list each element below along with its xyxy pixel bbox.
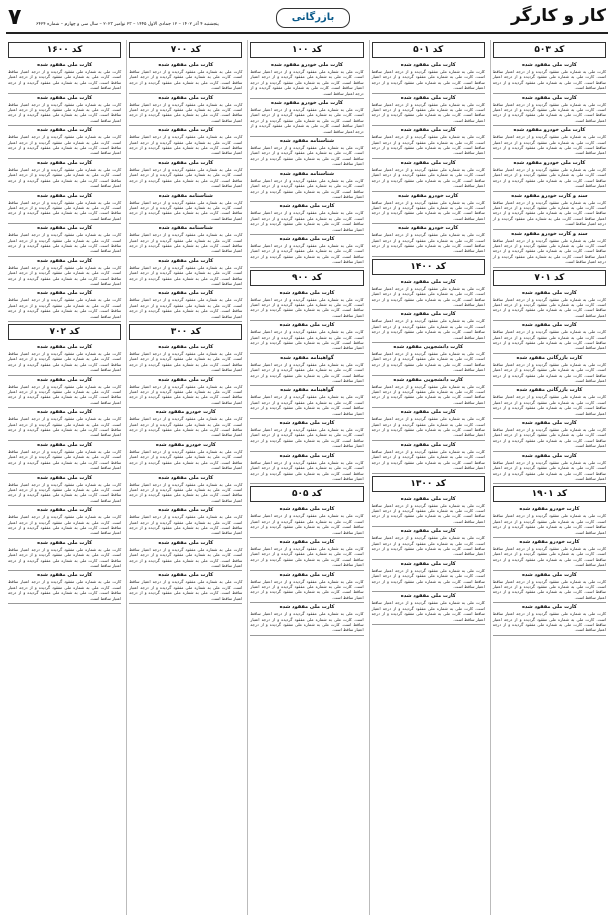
classified-ad bbox=[129, 192, 242, 225]
ad-title: سند و کارت خودرو مفقود شده bbox=[511, 230, 588, 237]
classified-ad bbox=[493, 192, 606, 230]
classified-ad bbox=[372, 278, 485, 311]
ad-body: کارت ملی به شماره ملی مفقود گردیده و از درجه اعتبار ساقط است. کارت ملی به شماره ملی مفقود گردیده و از درجه اعتبار ساقط است. کارت ملی به شماره ملی مفقود گردیده و از درجه اعتبار ساقط است. bbox=[129, 166, 243, 189]
ad-body: کارت ملی به شماره ملی مفقود گردیده و از درجه اعتبار ساقط است. کارت ملی به شماره ملی مفقود گردیده و از درجه اعتبار ساقط است. کارت ملی به شماره ملی مفقود گردیده و از درجه اعتبار ساقط است. bbox=[492, 513, 606, 535]
classified-ad bbox=[372, 560, 485, 593]
ad-body: کارت ملی به شماره ملی مفقود گردیده و از درجه اعتبار ساقط است. کارت ملی به شماره ملی مفقود گردیده و از درجه اعتبار ساقط است. کارت ملی به شماره ملی مفقود گردیده و از درجه اعتبار ساقط است. bbox=[250, 545, 364, 568]
ad-body: کارت ملی به شماره ملی مفقود گردیده و از درجه اعتبار ساقط است. کارت ملی به شماره ملی مفقود گردیده و از درجه اعتبار ساقط است. کارت ملی به شماره ملی مفقود گردیده و از درجه اعتبار ساقط است. bbox=[492, 459, 606, 481]
classified-ad bbox=[372, 408, 485, 441]
ad-title: کارت ملی مفقود شده bbox=[37, 225, 93, 232]
ad-body: کارت ملی به شماره ملی مفقود گردیده و از درجه اعتبار ساقط است. کارت ملی به شماره ملی مفقود گردیده و از درجه اعتبار ساقط است. کارت ملی به شماره ملی مفقود گردیده و از درجه اعتبار ساقط است. bbox=[129, 351, 243, 373]
ad-title: کارت ملی مفقود شده bbox=[37, 290, 93, 297]
ad-code-header: کد ۳۰۰ bbox=[129, 324, 242, 340]
ad-body: کارت ملی به شماره ملی مفقود گردیده و از درجه اعتبار ساقط است. کارت ملی به شماره ملی مفقود گردیده و از درجه اعتبار ساقط است. کارت ملی به شماره ملی مفقود گردیده و از درجه اعتبار ساقط است. bbox=[371, 134, 485, 156]
classified-ad bbox=[8, 571, 121, 604]
ad-code-header: کد ۹۰۰ bbox=[250, 270, 363, 286]
ad-title: کارت ملی مفقود شده bbox=[37, 94, 93, 101]
classified-ad bbox=[8, 376, 121, 409]
ad-body: کارت ملی به شماره ملی مفقود گردیده و از درجه اعتبار ساقط است. کارت ملی به شماره ملی مفقود گردیده و از درجه اعتبار ساقط است. کارت ملی به شماره ملی مفقود گردیده و از درجه اعتبار ساقط است. bbox=[371, 166, 485, 189]
ad-code-header: کد ۷۰۲ bbox=[8, 324, 121, 340]
ad-body: کارت ملی به شماره ملی مفقود گردیده و از درجه اعتبار ساقط است. کارت ملی به شماره ملی مفقود گردیده و از درجه اعتبار ساقط است. کارت ملی به شماره ملی مفقود گردیده و از درجه اعتبار ساقط است. bbox=[129, 264, 243, 286]
classified-ad bbox=[493, 354, 606, 387]
ad-body: کارت ملی به شماره ملی مفقود گردیده و از درجه اعتبار ساقط است. کارت ملی به شماره ملی مفقود گردیده و از درجه اعتبار ساقط است. کارت ملی به شماره ملی مفقود گردیده و از درجه اعتبار ساقط است. bbox=[129, 134, 243, 156]
ad-title: گواهینامه مفقود شده bbox=[280, 387, 334, 394]
classified-ad bbox=[8, 224, 121, 257]
ad-title: کارت ملی مفقود شده bbox=[400, 560, 456, 567]
classified-ad bbox=[250, 538, 363, 571]
classified-ad bbox=[8, 192, 121, 225]
ad-title: کارت ملی مفقود شده bbox=[37, 62, 93, 68]
ad-title: کارت ملی خودرو مفقود شده bbox=[513, 127, 586, 134]
classified-ad bbox=[250, 321, 363, 354]
classified-ad bbox=[372, 376, 485, 409]
section-badge: بازرگانی bbox=[276, 8, 350, 28]
ad-body: کارت ملی به شماره ملی مفقود گردیده و از درجه اعتبار ساقط است. کارت ملی به شماره ملی مفقود گردیده و از درجه اعتبار ساقط است. کارت ملی به شماره ملی مفقود گردیده و از درجه اعتبار ساقط است. bbox=[7, 383, 122, 405]
ad-code-header: کد ۵۰۵ bbox=[250, 486, 363, 502]
ad-title: کارت ملی مفقود شده bbox=[521, 452, 577, 459]
ad-title: کارت ملی مفقود شده bbox=[158, 290, 214, 297]
classified-ad bbox=[250, 289, 363, 322]
ad-title: کارت ملی مفقود شده bbox=[279, 604, 335, 611]
ad-title: کارت خودرو مفقود شده bbox=[519, 506, 580, 513]
ad-body: کارت ملی به شماره ملی مفقود گردیده و از درجه اعتبار ساقط است. کارت ملی به شماره ملی مفقود گردیده و از درجه اعتبار ساقط است. کارت ملی به شماره ملی مفقود گردیده و از درجه اعتبار ساقط است. bbox=[7, 232, 122, 254]
ad-title: کارت ملی مفقود شده bbox=[279, 235, 335, 242]
classified-ad bbox=[8, 94, 121, 127]
classified-ad bbox=[493, 230, 606, 268]
ad-title: کارت ملی مفقود شده bbox=[158, 474, 214, 481]
ad-body: کارت ملی به شماره ملی مفقود گردیده و از درجه اعتبار ساقط است. کارت ملی به شماره ملی مفقود گردیده و از درجه اعتبار ساقط است. کارت ملی به شماره ملی مفقود گردیده و از درجه اعتبار ساقط است. bbox=[7, 351, 122, 373]
classified-ad bbox=[129, 441, 242, 474]
classified-ad bbox=[8, 257, 121, 290]
classified-ad bbox=[372, 343, 485, 376]
ad-column bbox=[490, 40, 608, 915]
ad-title: کارت ملی مفقود شده bbox=[37, 192, 93, 199]
ad-body: کارت ملی به شماره ملی مفقود گردیده و از درجه اعتبار ساقط است. کارت ملی به شماره ملی مفقود گردیده و از درجه اعتبار ساقط است. کارت ملی به شماره ملی مفقود گردیده و از درجه اعتبار ساقط است. bbox=[7, 199, 122, 221]
ad-body: کارت ملی به شماره ملی مفقود گردیده و از درجه اعتبار ساقط است. کارت ملی به شماره ملی مفقود گردیده و از درجه اعتبار ساقط است. کارت ملی به شماره ملی مفقود گردیده و از درجه اعتبار ساقط است. bbox=[7, 481, 122, 503]
ad-title: کارت ملی مفقود شده bbox=[400, 593, 456, 600]
classified-ad bbox=[129, 159, 242, 192]
ad-code-header: کد ۷۰۰ bbox=[129, 42, 242, 58]
ad-body: کارت ملی به شماره ملی مفقود گردیده و از درجه اعتبار ساقط است. کارت ملی به شماره ملی مفقود گردیده و از درجه اعتبار ساقط است. کارت ملی به شماره ملی مفقود گردیده و از درجه اعتبار ساقط است. bbox=[129, 514, 243, 536]
ad-title: کارت ملی مفقود شده bbox=[521, 94, 577, 101]
ad-body: کارت ملی به شماره ملی مفقود گردیده و از درجه اعتبار ساقط است. کارت ملی به شماره ملی مفقود گردیده و از درجه اعتبار ساقط است. کارت ملی به شماره ملی مفقود گردیده و از درجه اعتبار ساقط است. bbox=[7, 166, 122, 189]
ad-body: کارت ملی به شماره ملی مفقود گردیده و از درجه اعتبار ساقط است. کارت ملی به شماره ملی مفقود گردیده و از درجه اعتبار ساقط است. کارت ملی به شماره ملی مفقود گردیده و از درجه اعتبار ساقط است. bbox=[371, 502, 485, 524]
ad-body: کارت ملی به شماره ملی مفقود گردیده و از درجه اعتبار ساقط است. کارت ملی به شماره ملی مفقود گردیده و از درجه اعتبار ساقط است. کارت ملی به شماره ملی مفقود گردیده و از درجه اعتبار ساقط است. bbox=[371, 416, 485, 438]
ad-title: کارت ملی مفقود شده bbox=[158, 62, 214, 68]
ad-title: کارت ملی مفقود شده bbox=[158, 159, 214, 166]
ad-title: کارت ملی خودرو مفقود شده bbox=[271, 62, 343, 68]
classified-ad bbox=[8, 539, 121, 572]
ad-body: کارت ملی به شماره ملی مفقود گردیده و از درجه اعتبار ساقط است. کارت ملی به شماره ملی مفقود گردیده و از درجه اعتبار ساقط است. کارت ملی به شماره ملی مفقود گردیده و از درجه اعتبار ساقط است. کارت ملی به شماره ملی مفقود گردیده و از درجه اعتبار ساقط است. bbox=[492, 199, 606, 227]
ad-body: کارت ملی به شماره ملی مفقود گردیده و از درجه اعتبار ساقط است. کارت ملی به شماره ملی مفقود گردیده و از درجه اعتبار ساقط است. کارت ملی به شماره ملی مفقود گردیده و از درجه اعتبار ساقط است. bbox=[250, 513, 364, 535]
ad-title: شناسنامه مفقود شده bbox=[158, 225, 213, 232]
ad-body: کارت ملی به شماره ملی مفقود گردیده و از درجه اعتبار ساقط است. کارت ملی به شماره ملی مفقود گردیده و از درجه اعتبار ساقط است. کارت ملی به شماره ملی مفقود گردیده و از درجه اعتبار ساقط است. bbox=[371, 351, 485, 373]
ad-body: کارت ملی به شماره ملی مفقود گردیده و از درجه اعتبار ساقط است. کارت ملی به شماره ملی مفقود گردیده و از درجه اعتبار ساقط است. کارت ملی به شماره ملی مفقود گردیده و از درجه اعتبار ساقط است. bbox=[371, 567, 485, 589]
ad-title: کارت بازرگانی مفقود شده bbox=[516, 387, 583, 394]
ad-title: کارت ملی مفقود شده bbox=[400, 495, 456, 502]
ad-body: کارت ملی به شماره ملی مفقود گردیده و از درجه اعتبار ساقط است. کارت ملی به شماره ملی مفقود گردیده و از درجه اعتبار ساقط است. کارت ملی به شماره ملی مفقود گردیده و از درجه اعتبار ساقط است. bbox=[129, 69, 243, 91]
ad-body: کارت ملی به شماره ملی مفقود گردیده و از درجه اعتبار ساقط است. کارت ملی به شماره ملی مفقود گردیده و از درجه اعتبار ساقط است. کارت ملی به شماره ملی مفقود گردیده و از درجه اعتبار ساقط است. bbox=[371, 285, 485, 307]
ad-title: کارت ملی مفقود شده bbox=[158, 507, 214, 514]
classified-ad bbox=[493, 538, 606, 571]
ad-body: کارت ملی به شماره ملی مفقود گردیده و از درجه اعتبار ساقط است. کارت ملی به شماره ملی مفقود گردیده و از درجه اعتبار ساقط است. کارت ملی به شماره ملی مفقود گردیده و از درجه اعتبار ساقط است. bbox=[250, 459, 364, 481]
classified-ad bbox=[250, 603, 363, 636]
ad-code-header: کد ۱۴۰۰ bbox=[372, 259, 485, 275]
ad-title: کارت ملی مفقود شده bbox=[400, 127, 456, 134]
ad-column bbox=[126, 40, 244, 915]
ad-body: کارت ملی به شماره ملی مفقود گردیده و از درجه اعتبار ساقط است. کارت ملی به شماره ملی مفقود گردیده و از درجه اعتبار ساقط است. کارت ملی به شماره ملی مفقود گردیده و از درجه اعتبار ساقط است. bbox=[129, 383, 243, 405]
ad-body: کارت ملی به شماره ملی مفقود گردیده و از درجه اعتبار ساقط است. کارت ملی به شماره ملی مفقود گردیده و از درجه اعتبار ساقط است. کارت ملی به شماره ملی مفقود گردیده و از درجه اعتبار ساقط است. bbox=[129, 297, 243, 319]
classified-ad bbox=[129, 376, 242, 409]
ad-body: کارت ملی به شماره ملی مفقود گردیده و از درجه اعتبار ساقط است. کارت ملی به شماره ملی مفقود گردیده و از درجه اعتبار ساقط است. کارت ملی به شماره ملی مفقود گردیده و از درجه اعتبار ساقط است. bbox=[129, 579, 243, 601]
ad-body: کارت ملی به شماره ملی مفقود گردیده و از درجه اعتبار ساقط است. کارت ملی به شماره ملی مفقود گردیده و از درجه اعتبار ساقط است. کارت ملی به شماره ملی مفقود گردیده و از درجه اعتبار ساقط است. bbox=[371, 232, 485, 254]
ad-title: کارت ملی مفقود شده bbox=[37, 127, 93, 134]
ad-body: کارت ملی به شماره ملی مفقود گردیده و از درجه اعتبار ساقط است. کارت ملی به شماره ملی مفقود گردیده و از درجه اعتبار ساقط است. کارت ملی به شماره ملی مفقود گردیده و از درجه اعتبار ساقط است. bbox=[492, 578, 606, 600]
classified-ad bbox=[493, 386, 606, 419]
ad-title: کارت ملی مفقود شده bbox=[279, 420, 335, 427]
page-header bbox=[6, 4, 608, 34]
classified-ad bbox=[250, 170, 363, 203]
classified-ad bbox=[250, 452, 363, 485]
ad-title: کارت ملی مفقود شده bbox=[400, 94, 456, 101]
classified-ad bbox=[493, 126, 606, 159]
classified-ad bbox=[493, 61, 606, 94]
classified-ad bbox=[250, 202, 363, 235]
ad-body: کارت ملی به شماره ملی مفقود گردیده و از درجه اعتبار ساقط است. کارت ملی به شماره ملی مفقود گردیده و از درجه اعتبار ساقط است. کارت ملی به شماره ملی مفقود گردیده و از درجه اعتبار ساقط است. bbox=[129, 199, 243, 221]
classified-ad bbox=[372, 61, 485, 94]
classified-ad bbox=[129, 126, 242, 159]
ad-title: شناسنامه مفقود شده bbox=[158, 192, 213, 199]
ad-code-header: کد ۱۶۰۰ bbox=[8, 42, 121, 58]
classified-ad bbox=[8, 441, 121, 474]
ad-body: کارت ملی به شماره ملی مفقود گردیده و از درجه اعتبار ساقط است. کارت ملی به شماره ملی مفقود گردیده و از درجه اعتبار ساقط است. کارت ملی به شماره ملی مفقود گردیده و از درجه اعتبار ساقط است. bbox=[250, 394, 364, 416]
ad-title: کارت دانشجویی مفقود شده bbox=[393, 344, 463, 350]
ad-title: کارت ملی مفقود شده bbox=[400, 278, 456, 285]
ad-title: کارت خودرو مفقود شده bbox=[398, 225, 459, 232]
classified-ad bbox=[8, 61, 121, 94]
ad-body: کارت ملی به شماره ملی مفقود گردیده و از درجه اعتبار ساقط است. کارت ملی به شماره ملی مفقود گردیده و از درجه اعتبار ساقط است. کارت ملی به شماره ملی مفقود گردیده و از درجه اعتبار ساقط است. bbox=[250, 210, 364, 232]
classified-ad bbox=[372, 126, 485, 159]
ad-title: کارت ملی مفقود شده bbox=[400, 409, 456, 416]
classified-ad bbox=[129, 408, 242, 441]
classified-ad bbox=[372, 592, 485, 625]
ad-title: کارت ملی مفقود شده bbox=[279, 289, 335, 296]
ad-body: کارت ملی به شماره ملی مفقود گردیده و از درجه اعتبار ساقط است. کارت ملی به شماره ملی مفقود گردیده و از درجه اعتبار ساقط است. کارت ملی به شماره ملی مفقود گردیده و از درجه اعتبار ساقط است. bbox=[129, 101, 243, 123]
ad-title: کارت ملی مفقود شده bbox=[521, 604, 577, 611]
ad-title: کارت ملی مفقود شده bbox=[279, 203, 335, 210]
classified-ad bbox=[493, 289, 606, 322]
ad-body: کارت ملی به شماره ملی مفقود گردیده و از درجه اعتبار ساقط است. کارت ملی به شماره ملی مفقود گردیده و از درجه اعتبار ساقط است. کارت ملی به شماره ملی مفقود گردیده و از درجه اعتبار ساقط است. bbox=[492, 545, 606, 568]
ad-title: کارت ملی مفقود شده bbox=[400, 159, 456, 166]
ad-column bbox=[247, 40, 365, 915]
ad-title: کارت ملی مفقود شده bbox=[400, 311, 456, 318]
ad-body: کارت ملی به شماره ملی مفقود گردیده و از درجه اعتبار ساقط است. کارت ملی به شماره ملی مفقود گردیده و از درجه اعتبار ساقط است. کارت ملی به شماره ملی مفقود گردیده و از درجه اعتبار ساقط است. bbox=[371, 535, 485, 557]
classified-ad bbox=[372, 192, 485, 225]
classified-ad bbox=[372, 495, 485, 528]
ad-code-header: کد ۱۹۰۱ bbox=[493, 486, 606, 502]
classified-ad bbox=[8, 506, 121, 539]
ad-title: کارت ملی مفقود شده bbox=[158, 539, 214, 546]
classified-ad bbox=[129, 289, 242, 322]
ad-title: کارت بازرگانی مفقود شده bbox=[516, 354, 583, 361]
classified-ad bbox=[250, 419, 363, 452]
ad-body: کارت ملی به شماره ملی مفقود گردیده و از درجه اعتبار ساقط است. کارت ملی به شماره ملی مفقود گردیده و از درجه اعتبار ساقط است. کارت ملی به شماره ملی مفقود گردیده و از درجه اعتبار ساقط است. bbox=[492, 611, 606, 633]
ad-body: کارت ملی به شماره ملی مفقود گردیده و از درجه اعتبار ساقط است. کارت ملی به شماره ملی مفقود گردیده و از درجه اعتبار ساقط است. کارت ملی به شماره ملی مفقود گردیده و از درجه اعتبار ساقط است. bbox=[371, 600, 485, 622]
ad-code-header: کد ۱۰۰ bbox=[250, 42, 363, 58]
brand-title: کار و کارگر bbox=[511, 6, 606, 26]
ad-body: کارت ملی به شماره ملی مفقود گردیده و از درجه اعتبار ساقط است. کارت ملی به شماره ملی مفقود گردیده و از درجه اعتبار ساقط است. کارت ملی به شماره ملی مفقود گردیده و از درجه اعتبار ساقط است. bbox=[7, 264, 122, 286]
ad-title: کارت ملی مفقود شده bbox=[521, 289, 577, 296]
classified-ad bbox=[372, 527, 485, 560]
dateline: پنجشنبه ۴ آذر ۱۴۰۲ – ۱۲ جمادی الاول ۱۴۴۵ – ۲۳ نوامبر ۲۰۲۳ – سال سی و چهارم – شماره ۶۴۲۴ bbox=[36, 22, 219, 27]
classified-ad bbox=[8, 159, 121, 192]
ad-code-header: کد ۵۰۱ bbox=[372, 42, 485, 58]
ad-title: کارت ملی مفقود شده bbox=[158, 257, 214, 264]
ad-title: سند و کارت خودرو مفقود شده bbox=[511, 192, 588, 199]
ad-body: کارت ملی به شماره ملی مفقود گردیده و از درجه اعتبار ساقط است. کارت ملی به شماره ملی مفقود گردیده و از درجه اعتبار ساقط است. کارت ملی به شماره ملی مفقود گردیده و از درجه اعتبار ساقط است. bbox=[371, 101, 485, 123]
classified-ad bbox=[493, 603, 606, 636]
ad-title: کارت خودرو مفقود شده bbox=[155, 441, 216, 448]
ad-body: کارت ملی به شماره ملی مفقود گردیده و از درجه اعتبار ساقط است. کارت ملی به شماره ملی مفقود گردیده و از درجه اعتبار ساقط است. کارت ملی به شماره ملی مفقود گردیده و از درجه اعتبار ساقط است. bbox=[250, 427, 364, 449]
ad-body: کارت ملی به شماره ملی مفقود گردیده و از درجه اعتبار ساقط است. کارت ملی به شماره ملی مفقود گردیده و از درجه اعتبار ساقط است. کارت ملی به شماره ملی مفقود گردیده و از درجه اعتبار ساقط است. bbox=[492, 427, 606, 449]
ad-body: کارت ملی به شماره ملی مفقود گردیده و از درجه اعتبار ساقط است. کارت ملی به شماره ملی مفقود گردیده و از درجه اعتبار ساقط است. کارت ملی به شماره ملی مفقود گردیده و از درجه اعتبار ساقط است. bbox=[492, 134, 606, 156]
ad-title: کارت ملی مفقود شده bbox=[37, 572, 93, 579]
ad-title: کارت ملی مفقود شده bbox=[279, 322, 335, 329]
classified-ad bbox=[129, 224, 242, 257]
ad-column bbox=[6, 40, 123, 915]
classified-ad bbox=[493, 94, 606, 127]
ad-title: کارت ملی مفقود شده bbox=[158, 94, 214, 101]
ad-title: کارت خودرو مفقود شده bbox=[398, 192, 459, 199]
ad-title: کارت ملی خودرو مفقود شده bbox=[513, 159, 586, 166]
ad-title: کارت ملی مفقود شده bbox=[37, 376, 93, 383]
ad-body: کارت ملی به شماره ملی مفقود گردیده و از درجه اعتبار ساقط است. کارت ملی به شماره ملی مفقود گردیده و از درجه اعتبار ساقط است. کارت ملی به شماره ملی مفقود گردیده و از درجه اعتبار ساقط است. bbox=[129, 232, 243, 254]
ad-body: کارت ملی به شماره ملی مفقود گردیده و از درجه اعتبار ساقط است. کارت ملی به شماره ملی مفقود گردیده و از درجه اعتبار ساقط است. کارت ملی به شماره ملی مفقود گردیده و از درجه اعتبار ساقط است. bbox=[250, 578, 364, 600]
ad-title: کارت ملی مفقود شده bbox=[158, 572, 214, 579]
ad-code-header: کد ۷۰۱ bbox=[493, 270, 606, 286]
ad-body: کارت ملی به شماره ملی مفقود گردیده و از درجه اعتبار ساقط است. کارت ملی به شماره ملی مفقود گردیده و از درجه اعتبار ساقط است. کارت ملی به شماره ملی مفقود گردیده و از درجه اعتبار ساقط است. bbox=[371, 199, 485, 221]
classified-ad bbox=[129, 474, 242, 507]
ad-title: کارت ملی مفقود شده bbox=[400, 441, 456, 448]
classified-ad bbox=[8, 343, 121, 376]
ad-body: کارت ملی به شماره ملی مفقود گردیده و از درجه اعتبار ساقط است. کارت ملی به شماره ملی مفقود گردیده و از درجه اعتبار ساقط است. کارت ملی به شماره ملی مفقود گردیده و از درجه اعتبار ساقط است. bbox=[492, 394, 606, 416]
classified-ad bbox=[8, 408, 121, 441]
ad-body: کارت ملی به شماره ملی مفقود گردیده و از درجه اعتبار ساقط است. کارت ملی به شماره ملی مفقود گردیده و از درجه اعتبار ساقط است. کارت ملی به شماره ملی مفقود گردیده و از درجه اعتبار ساقط است. bbox=[492, 166, 606, 189]
classified-ad bbox=[129, 571, 242, 604]
ad-body: کارت ملی به شماره ملی مفقود گردیده و از درجه اعتبار ساقط است. کارت ملی به شماره ملی مفقود گردیده و از درجه اعتبار ساقط است. کارت ملی به شماره ملی مفقود گردیده و از درجه اعتبار ساقط است. bbox=[492, 296, 606, 318]
ad-body: کارت ملی به شماره ملی مفقود گردیده و از درجه اعتبار ساقط است. کارت ملی به شماره ملی مفقود گردیده و از درجه اعتبار ساقط است. کارت ملی به شماره ملی مفقود گردیده و از درجه اعتبار ساقط است. bbox=[7, 297, 122, 319]
ad-body: کارت ملی به شماره ملی مفقود گردیده و از درجه اعتبار ساقط است. کارت ملی به شماره ملی مفقود گردیده و از درجه اعتبار ساقط است. کارت ملی به شماره ملی مفقود گردیده و از درجه اعتبار ساقط است. bbox=[7, 69, 122, 91]
classified-ad bbox=[372, 224, 485, 257]
ad-body: کارت ملی به شماره ملی مفقود گردیده و از درجه اعتبار ساقط است. کارت ملی به شماره ملی مفقود گردیده و از درجه اعتبار ساقط است. کارت ملی به شماره ملی مفقود گردیده و از درجه اعتبار ساقط است. bbox=[7, 579, 122, 601]
classified-ad bbox=[129, 61, 242, 94]
ad-title: کارت ملی مفقود شده bbox=[158, 127, 214, 134]
classified-ad bbox=[372, 94, 485, 127]
classified-ad bbox=[372, 159, 485, 192]
ad-body: کارت ملی به شماره ملی مفقود گردیده و از درجه اعتبار ساقط است. کارت ملی به شماره ملی مفقود گردیده و از درجه اعتبار ساقط است. کارت ملی به شماره ملی مفقود گردیده و از درجه اعتبار ساقط است. bbox=[129, 448, 243, 471]
ad-body: کارت ملی به شماره ملی مفقود گردیده و از درجه اعتبار ساقط است. کارت ملی به شماره ملی مفقود گردیده و از درجه اعتبار ساقط است. کارت ملی به شماره ملی مفقود گردیده و از درجه اعتبار ساقط است. bbox=[371, 318, 485, 340]
ad-title: کارت ملی مفقود شده bbox=[37, 474, 93, 481]
classified-ad bbox=[250, 505, 363, 538]
ad-title: کارت ملی مفقود شده bbox=[37, 441, 93, 448]
ad-title: شناسنامه مفقود شده bbox=[279, 138, 334, 145]
ad-title: گواهینامه مفقود شده bbox=[280, 354, 334, 361]
classified-ad bbox=[250, 137, 363, 170]
ad-title: کارت ملی مفقود شده bbox=[279, 506, 335, 513]
ad-title: کارت ملی مفقود شده bbox=[521, 62, 577, 68]
ad-body: کارت ملی به شماره ملی مفقود گردیده و از درجه اعتبار ساقط است. کارت ملی به شماره ملی مفقود گردیده و از درجه اعتبار ساقط است. کارت ملی به شماره ملی مفقود گردیده و از درجه اعتبار ساقط است. bbox=[129, 546, 243, 568]
ad-title: کارت ملی مفقود شده bbox=[37, 344, 93, 350]
ad-title: کارت ملی مفقود شده bbox=[37, 409, 93, 416]
ad-title: کارت ملی مفقود شده bbox=[37, 257, 93, 264]
ad-body: کارت ملی به شماره ملی مفقود گردیده و از درجه اعتبار ساقط است. کارت ملی به شماره ملی مفقود گردیده و از درجه اعتبار ساقط است. کارت ملی به شماره ملی مفقود گردیده و از درجه اعتبار ساقط است. bbox=[129, 416, 243, 438]
ad-body: کارت ملی به شماره ملی مفقود گردیده و از درجه اعتبار ساقط است. کارت ملی به شماره ملی مفقود گردیده و از درجه اعتبار ساقط است. کارت ملی به شماره ملی مفقود گردیده و از درجه اعتبار ساقط است. bbox=[371, 383, 485, 405]
ad-title: کارت ملی مفقود شده bbox=[400, 62, 456, 68]
page-number: ۷ bbox=[8, 5, 22, 30]
ad-body: کارت ملی به شماره ملی مفقود گردیده و از درجه اعتبار ساقط است. کارت ملی به شماره ملی مفقود گردیده و از درجه اعتبار ساقط است. کارت ملی به شماره ملی مفقود گردیده و از درجه اعتبار ساقط است. bbox=[492, 101, 606, 123]
ad-body: کارت ملی به شماره ملی مفقود گردیده و از درجه اعتبار ساقط است. کارت ملی به شماره ملی مفقود گردیده و از درجه اعتبار ساقط است. کارت ملی به شماره ملی مفقود گردیده و از درجه اعتبار ساقط است. bbox=[250, 145, 364, 167]
classified-ad bbox=[493, 159, 606, 192]
classified-ad bbox=[129, 343, 242, 376]
ad-body: کارت ملی به شماره ملی مفقود گردیده و از درجه اعتبار ساقط است. کارت ملی به شماره ملی مفقود گردیده و از درجه اعتبار ساقط است. کارت ملی به شماره ملی مفقود گردیده و از درجه اعتبار ساقط است. bbox=[250, 296, 364, 318]
ad-body: کارت ملی به شماره ملی مفقود گردیده و از درجه اعتبار ساقط است. کارت ملی به شماره ملی مفقود گردیده و از درجه اعتبار ساقط است. کارت ملی به شماره ملی مفقود گردیده و از درجه اعتبار ساقط است. bbox=[250, 329, 364, 351]
ad-body: کارت ملی به شماره ملی مفقود گردیده و از درجه اعتبار ساقط است. کارت ملی به شماره ملی مفقود گردیده و از درجه اعتبار ساقط است. کارت ملی به شماره ملی مفقود گردیده و از درجه اعتبار ساقط است. bbox=[250, 361, 364, 384]
ad-body: کارت ملی به شماره ملی مفقود گردیده و از درجه اعتبار ساقط است. کارت ملی به شماره ملی مفقود گردیده و از درجه اعتبار ساقط است. کارت ملی به شماره ملی مفقود گردیده و از درجه اعتبار ساقط است. bbox=[250, 611, 364, 633]
ad-body: کارت ملی به شماره ملی مفقود گردیده و از درجه اعتبار ساقط است. کارت ملی به شماره ملی مفقود گردیده و از درجه اعتبار ساقط است. کارت ملی به شماره ملی مفقود گردیده و از درجه اعتبار ساقط است. bbox=[129, 481, 243, 503]
ad-body: کارت ملی به شماره ملی مفقود گردیده و از درجه اعتبار ساقط است. کارت ملی به شماره ملی مفقود گردیده و از درجه اعتبار ساقط است. کارت ملی به شماره ملی مفقود گردیده و از درجه اعتبار ساقط است. کارت ملی به شماره ملی مفقود گردیده و از درجه اعتبار ساقط است. bbox=[492, 237, 606, 265]
ad-title: کارت خودرو مفقود شده bbox=[519, 538, 580, 545]
ad-title: کارت ملی مفقود شده bbox=[521, 571, 577, 578]
ad-body: کارت ملی به شماره ملی مفقود گردیده و از درجه اعتبار ساقط است. کارت ملی به شماره ملی مفقود گردیده و از درجه اعتبار ساقط است. کارت ملی به شماره ملی مفقود گردیده و از درجه اعتبار ساقط است. bbox=[250, 242, 364, 265]
classified-ad bbox=[250, 235, 363, 268]
classified-ad bbox=[372, 310, 485, 343]
ad-title: کارت ملی مفقود شده bbox=[279, 571, 335, 578]
classified-ad bbox=[250, 99, 363, 137]
ad-body: کارت ملی به شماره ملی مفقود گردیده و از درجه اعتبار ساقط است. کارت ملی به شماره ملی مفقود گردیده و از درجه اعتبار ساقط است. کارت ملی به شماره ملی مفقود گردیده و از درجه اعتبار ساقط است. bbox=[492, 329, 606, 351]
ad-body: کارت ملی به شماره ملی مفقود گردیده و از درجه اعتبار ساقط است. کارت ملی به شماره ملی مفقود گردیده و از درجه اعتبار ساقط است. کارت ملی به شماره ملی مفقود گردیده و از درجه اعتبار ساقط است. bbox=[371, 448, 485, 471]
ad-title: کارت ملی مفقود شده bbox=[279, 538, 335, 545]
classified-ad bbox=[493, 505, 606, 538]
ad-body: کارت ملی به شماره ملی مفقود گردیده و از درجه اعتبار ساقط است. کارت ملی به شماره ملی مفقود گردیده و از درجه اعتبار ساقط است. کارت ملی به شماره ملی مفقود گردیده و از درجه اعتبار ساقط است. bbox=[7, 546, 122, 568]
classified-ad bbox=[129, 539, 242, 572]
ad-code-header: کد ۱۳۰۰ bbox=[372, 476, 485, 492]
classified-ad bbox=[8, 474, 121, 507]
classified-ad bbox=[372, 441, 485, 474]
classified-ad bbox=[129, 257, 242, 290]
ad-title: کارت دانشجویی مفقود شده bbox=[393, 376, 463, 383]
ad-column bbox=[369, 40, 487, 915]
ad-body: کارت ملی به شماره ملی مفقود گردیده و از درجه اعتبار ساقط است. کارت ملی به شماره ملی مفقود گردیده و از درجه اعتبار ساقط است. کارت ملی به شماره ملی مفقود گردیده و از درجه اعتبار ساقط است. bbox=[250, 177, 364, 199]
classified-ad bbox=[493, 419, 606, 452]
ad-title: کارت ملی مفقود شده bbox=[279, 452, 335, 459]
classified-ad bbox=[250, 386, 363, 419]
classified-ad bbox=[8, 126, 121, 159]
ad-title: کارت ملی مفقود شده bbox=[521, 322, 577, 329]
ad-title: کارت ملی خودرو مفقود شده bbox=[271, 100, 343, 107]
classified-ad bbox=[250, 61, 363, 99]
ad-title: کارت ملی مفقود شده bbox=[37, 159, 93, 166]
ad-title: کارت ملی مفقود شده bbox=[158, 344, 214, 350]
ad-title: شناسنامه مفقود شده bbox=[279, 170, 334, 177]
ad-body: کارت ملی به شماره ملی مفقود گردیده و از درجه اعتبار ساقط است. کارت ملی به شماره ملی مفقود گردیده و از درجه اعتبار ساقط است. کارت ملی به شماره ملی مفقود گردیده و از درجه اعتبار ساقط است. bbox=[7, 448, 122, 471]
classified-ad bbox=[493, 571, 606, 604]
classified-ad bbox=[129, 506, 242, 539]
classified-ad bbox=[129, 94, 242, 127]
ad-body: کارت ملی به شماره ملی مفقود گردیده و از درجه اعتبار ساقط است. کارت ملی به شماره ملی مفقود گردیده و از درجه اعتبار ساقط است. کارت ملی به شماره ملی مفقود گردیده و از درجه اعتبار ساقط است. bbox=[492, 69, 606, 91]
ad-body: کارت ملی به شماره ملی مفقود گردیده و از درجه اعتبار ساقط است. کارت ملی به شماره ملی مفقود گردیده و از درجه اعتبار ساقط است. کارت ملی به شماره ملی مفقود گردیده و از درجه اعتبار ساقط است. bbox=[7, 416, 122, 438]
ad-body: کارت ملی به شماره ملی مفقود گردیده و از درجه اعتبار ساقط است. کارت ملی به شماره ملی مفقود گردیده و از درجه اعتبار ساقط است. کارت ملی به شماره ملی مفقود گردیده و از درجه اعتبار ساقط است. bbox=[7, 134, 122, 156]
ad-body: کارت ملی به شماره ملی مفقود گردیده و از درجه اعتبار ساقط است. کارت ملی به شماره ملی مفقود گردیده و از درجه اعتبار ساقط است. کارت ملی به شماره ملی مفقود گردیده و از درجه اعتبار ساقط است. bbox=[371, 69, 485, 91]
ad-title: کارت ملی مفقود شده bbox=[400, 528, 456, 535]
classified-ad bbox=[493, 321, 606, 354]
ad-body: کارت ملی به شماره ملی مفقود گردیده و از درجه اعتبار ساقط است. کارت ملی به شماره ملی مفقود گردیده و از درجه اعتبار ساقط است. کارت ملی به شماره ملی مفقود گردیده و از درجه اعتبار ساقط است. bbox=[492, 361, 606, 384]
ad-body: کارت ملی به شماره ملی مفقود گردیده و از درجه اعتبار ساقط است. کارت ملی به شماره ملی مفقود گردیده و از درجه اعتبار ساقط است. کارت ملی به شماره ملی مفقود گردیده و از درجه اعتبار ساقط است. bbox=[7, 514, 122, 536]
classified-ad bbox=[493, 452, 606, 485]
ad-title: کارت خودرو مفقود شده bbox=[155, 409, 216, 416]
classified-ad bbox=[250, 571, 363, 604]
ad-code-header: کد ۵۰۳ bbox=[493, 42, 606, 58]
ad-body: کارت ملی به شماره ملی مفقود گردیده و از درجه اعتبار ساقط است. کارت ملی به شماره ملی مفقود گردیده و از درجه اعتبار ساقط است. کارت ملی به شماره ملی مفقود گردیده و از درجه اعتبار ساقط است. bbox=[7, 101, 122, 123]
ad-body: کارت ملی به شماره ملی مفقود گردیده و از درجه اعتبار ساقط است. کارت ملی به شماره ملی مفقود گردیده و از درجه اعتبار ساقط است. کارت ملی به شماره ملی مفقود گردیده و از درجه اعتبار ساقط است. کارت ملی به شماره ملی مفقود گردیده و از درجه اعتبار ساقط است. bbox=[250, 107, 364, 134]
ad-title: کارت ملی مفقود شده bbox=[37, 507, 93, 514]
ads-columns bbox=[6, 40, 608, 915]
classified-ad bbox=[8, 289, 121, 322]
ad-body: کارت ملی به شماره ملی مفقود گردیده و از درجه اعتبار ساقط است. کارت ملی به شماره ملی مفقود گردیده و از درجه اعتبار ساقط است. کارت ملی به شماره ملی مفقود گردیده و از درجه اعتبار ساقط است. کارت ملی به شماره ملی مفقود گردیده و از درجه اعتبار ساقط است. bbox=[250, 69, 364, 96]
ad-title: کارت ملی مفقود شده bbox=[158, 376, 214, 383]
ad-title: کارت ملی مفقود شده bbox=[37, 539, 93, 546]
classified-ad bbox=[250, 354, 363, 387]
ad-title: کارت ملی مفقود شده bbox=[521, 420, 577, 427]
